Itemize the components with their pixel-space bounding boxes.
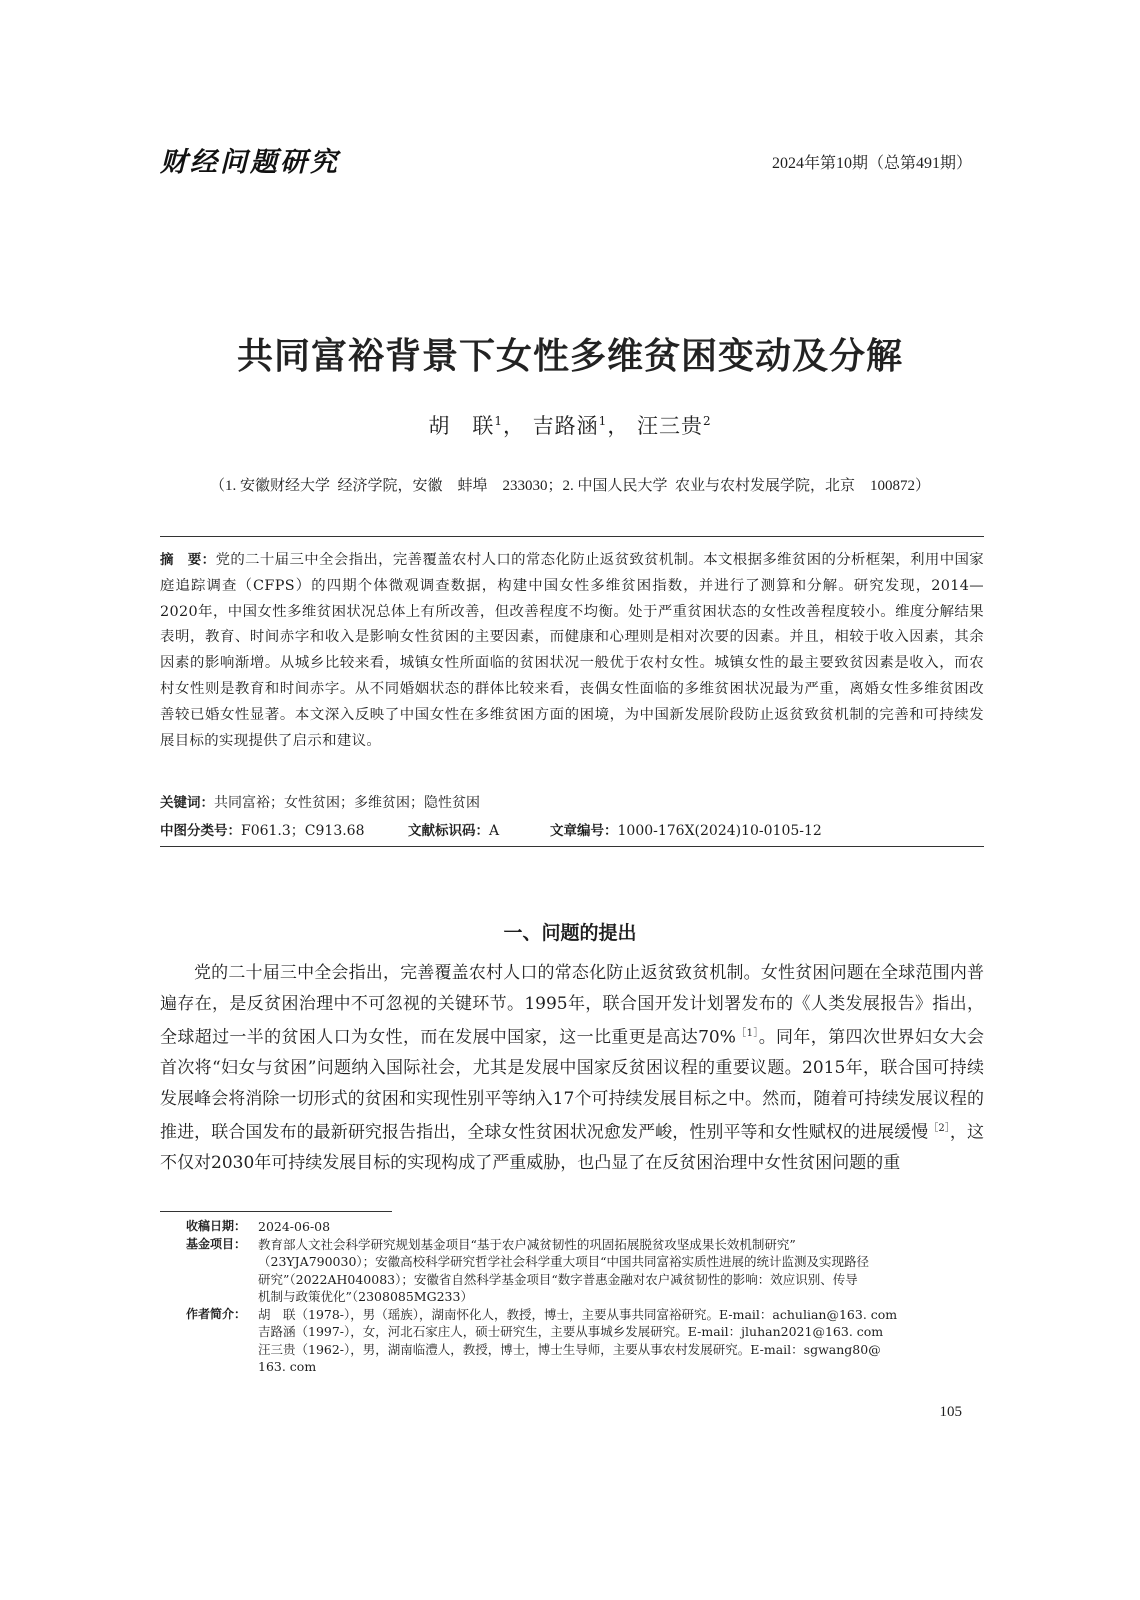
doc-code-line (408, 819, 499, 839)
paragraph-text: 。同年，第四次世界妇女大会首次将“妇女与贫困”问题纳入国际社会，尤其是发展中国家反贫困议程的重要议题。2015年，联合国可持续发展峰会将消除一切形式的贫困和实现性别平等纳入17个可持续发展目标之中。然而，随着可持续发展议程的推进，联合国发布的最新研究报告指出，全球女性贫困状况愈发严峻，性别平等和女性赋权的进展缓慢 (160, 1027, 984, 1143)
doc-code-value: A (489, 823, 500, 839)
page-number: 105 (939, 1404, 962, 1420)
author-bio-line: 胡 联（1978-），男（瑶族），湖南怀化人，教授，博士，主要从事共同富裕研究。E-mail：achulian@163. com (258, 1306, 898, 1322)
article-number-line (550, 819, 822, 839)
fund-line: 机制与政策优化”（2308085MG233） (258, 1289, 473, 1304)
citation-2: ［2］ (928, 1123, 950, 1135)
paragraph-text: 党的二十届三中全会指出，完善覆盖农村人口的常态化防止返贫致贫机制。女性贫困问题在全球范围内普遍存在，是反贫困治理中不可忽视的关键环节。1995年，联合国开发计划署发布的《人类发展报告》指出，全球超过一半的贫困人口为女性，而在发展中国家，这一比重更是高达70% (160, 963, 984, 1048)
fund-row (186, 1236, 976, 1306)
clc-label: 中图分类号： (160, 823, 241, 839)
doc-code-label: 文献标识码： (408, 823, 489, 839)
fund-line: 教育部人文社会科学研究规划基金项目“基于农户减贫韧性的巩固拓展脱贫攻坚成果长效机制研究” (258, 1236, 796, 1252)
fund-label: 基金项目： (186, 1236, 247, 1251)
affiliation-mark: 1 (494, 414, 503, 428)
fund-line: 研究”（2022AH040083）；安徽省自然科学基金项目“数字普惠金融对农户减贫韧性的影响：效应识别、传导 (258, 1271, 858, 1287)
footnotes (186, 1218, 976, 1376)
author-bio-row (186, 1306, 976, 1376)
body-paragraph (160, 958, 984, 1179)
author-name: 胡 联 (428, 414, 495, 438)
clc-value: F061.3；C913.68 (241, 823, 365, 839)
paragraph-text: ，这不仅对2030年可持续发展目标的实现构成了严重威胁，也凸显了在反贫困治理中女性贫困问题的重 (160, 1122, 984, 1174)
keywords-label: 关键词： (160, 795, 214, 811)
received-date: 2024-06-08 (258, 1219, 331, 1234)
affiliations: （1. 安徽财经大学 经济学院，安徽 蚌埠 233030；2. 中国人民大学 农业与农村发展学院，北京 100872） (209, 478, 930, 494)
abstract-text: 党的二十届三中全会指出，完善覆盖农村人口的常态化防止返贫致贫机制。本文根据多维贫困的分析框架，利用中国家庭追踪调查（CFPS）的四期个体微观调查数据，构建中国女性多维贫困指数，并进行了测算和分解。研究发现，2014—2020年，中国女性多维贫困状况总体上有所改善，但改善程度不均衡。处于严重贫困状态的女性改善程度较小。维度分解结果表明，教育、时间赤字和收入是影响女性贫困的主要因素，而健康和心理则是相对次要的因素。并且，相较于收入因素，其余因素的影响渐增。从城乡比较来看，城镇女性所面临的贫困状况一般优于农村女性。城镇女性的最主要致贫因素是收入，而农村女性则是教育和时间赤字。从不同婚姻状态的群体比较来看，丧偶女性面临的多维贫困状况最为严重，离婚女性多维贫困改善较已婚女性显著。本文深入反映了中国女性在多维贫困方面的困境，为中国新发展阶段防止返贫致贫机制的完善和可持续发展目标的实现提供了启示和建议。 (160, 552, 984, 749)
affiliation-mark: 2 (703, 414, 712, 428)
author-bio-text (258, 1306, 976, 1376)
footnote-rule (160, 1211, 392, 1212)
issue-info: 2024年第10期（总第491期） (771, 155, 972, 172)
author-name: 汪三贵 (637, 414, 703, 438)
abstract-label: 摘 要： (160, 552, 216, 568)
citation-1: ［1］ (735, 1028, 759, 1039)
abstract-bottom-rule (160, 846, 984, 847)
author-bio-line: 汪三贵（1962-），男，湖南临澧人，教授，博士，博士生导师，主要从事农村发展研究。E-mail：sgwang80@ (258, 1341, 881, 1357)
section-heading: 一、问题的提出 (503, 922, 637, 944)
author-bio-line: 163. com (258, 1359, 317, 1374)
author-bio-line: 吉路涵（1997-），女，河北石家庄人，硕士研究生，主要从事城乡发展研究。E-mail：jluhan2021@163. com (258, 1324, 884, 1339)
fund-text (258, 1236, 976, 1306)
classification-line (160, 819, 365, 840)
author-list: 胡 联$^1$， 吉路涵$^1$， 汪三贵$^2$ (428, 414, 712, 438)
author-bio-label: 作者简介： (186, 1306, 247, 1321)
keywords: 共同富裕；女性贫困；多维贫困；隐性贫困 (214, 795, 480, 811)
journal-logo: 财经问题研究 (160, 147, 340, 178)
fund-line: （23YJA790030）；安徽高校科学研究哲学社会科学重大项目“中国共同富裕实质性进展的统计监测及实现路径 (258, 1254, 870, 1269)
received-label: 收稿日期： (186, 1219, 247, 1233)
author-name: 吉路涵 (532, 414, 599, 438)
abstract-top-rule (160, 536, 984, 537)
article-title: 共同富裕背景下女性多维贫困变动及分解 (236, 336, 903, 377)
keywords-line (160, 791, 480, 812)
affiliation-mark: 1 (598, 414, 608, 428)
article-number-label: 文章编号： (550, 823, 618, 839)
abstract (160, 548, 984, 754)
received-date-row (186, 1218, 976, 1236)
article-number-value: 1000-176X(2024)10-0105-12 (617, 823, 822, 839)
